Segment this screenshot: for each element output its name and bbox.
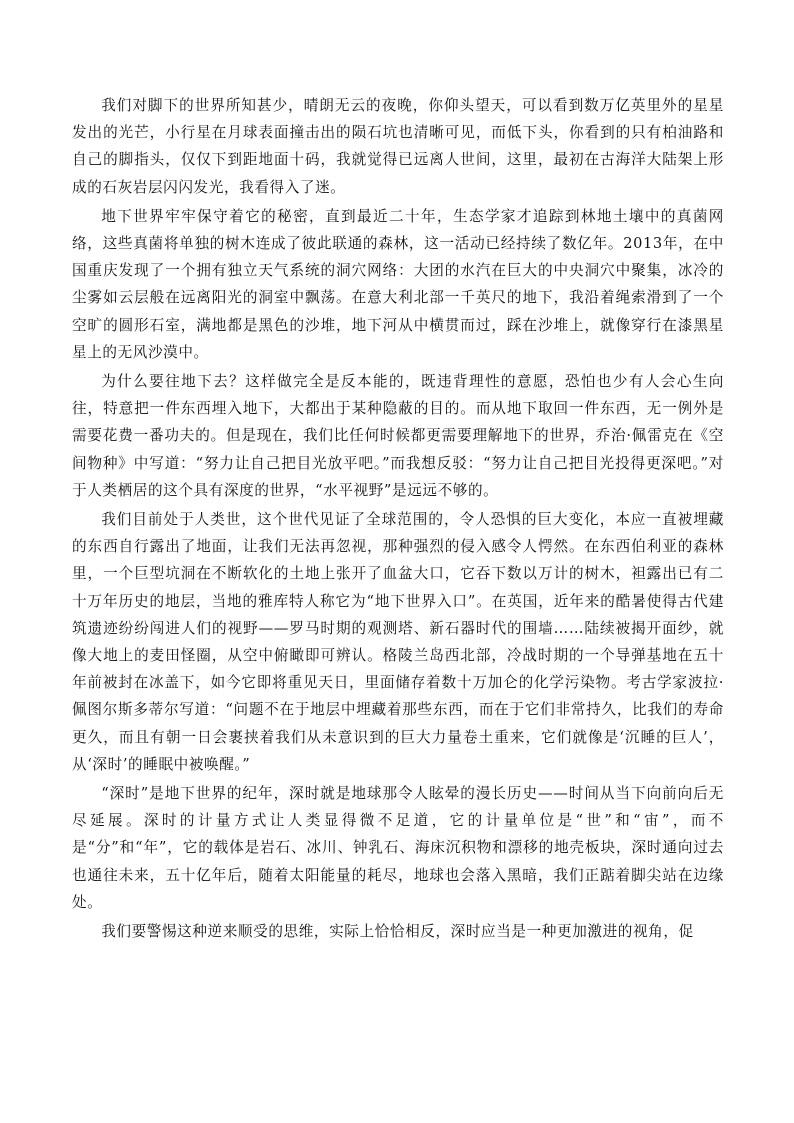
article-body — [72, 92, 724, 947]
paragraph-1: 我们对脚下的世界所知甚少，晴朗无云的夜晚，你仰头望天，可以看到数万亿英里外的星星发出的光芒，小行星在月球表面撞击出的陨石坑也清晰可见，而低下头，你看到的只有柏油路和自己的脚指头，仅仅下到距地面十码，我就觉得已远离人世间，这里，最初在古海洋大陆架上形成的石灰岩层闪闪发光，我看得入了迷。 — [72, 97, 724, 196]
paragraph-5: “深时”是地下世界的纪年，深时就是地球那令人眩晕的漫长历史——时间从当下向前向后无尽延展。深时的计量方式让人类显得微不足道，它的计量单位是“世”和“宙”，而不是“分”和“年”，它的载体是岩石、冰川、钟乳石、海床沉积物和漂移的地壳板块，深时通向过去也通往未来，五十亿年后，随着太阳能量的耗尽，地球也会落入黑暗，我们正踮着脚尖站在边缘处。 — [72, 785, 724, 911]
paragraph-6: 我们要警惕这种逆来顺受的思维，实际上恰恰相反，深时应当是一种更加激进的视角，促 — [101, 923, 694, 941]
paragraph-4: 我们目前处于人类世，这个世代见证了全球范围的，令人恐惧的巨大变化，本应一直被埋藏的东西自行露出了地面，让我们无法再忽视，那种强烈的侵入感令人愕然。在东西伯利亚的森林里，一个巨型坑洞在不断软化的土地上张开了血盆大口，它吞下数以万计的树木，袒露出已有二十万年历史的地层，当地的雅库特人称它为“地下世界入口”。在英国，近年来的酷暑使得古代建筑遗迹纷纷闯进人们的视野——罗马时期的观测塔、新石器时代的围墙……陆续被揭开面纱，就像大地上的麦田怪圈，从空中俯瞰即可辨认。格陵兰岛西北部，冷战时期的一个导弹基地在五十年前被封在冰盖下，如今它即将重见天日，里面储存着数十万加仑的化学污染物。考古学家波拉·佩图尔斯多蒂尔写道：“问题不在于地层中埋藏着那些东西，而在于它们非常持久，比我们的寿命更久，而且有朝一日会裹挟着我们从未意识到的巨大力量卷土重来，它们就像是‘沉睡的巨人’，从‘深时’的睡眠中被唤醒。” — [72, 511, 724, 773]
paragraph-2: 地下世界牢牢保守着它的秘密，直到最近二十年，生态学家才追踪到林地土壤中的真菌网络，这些真菌将单独的树木连成了彼此联通的森林，这一活动已经持续了数亿年。2013年，在中国重庆发现了一个拥有独立天气系统的洞穴网络：大团的水汽在巨大的中央洞穴中聚集，冰冷的尘雾如云层般在远离阳光的洞室中飘荡。在意大利北部一千英尺的地下，我沿着绳索滑到了一个空旷的圆形石室，满地都是黑色的沙堆，地下河从中横贯而过，踩在沙堆上，就像穿行在漆黑星星上的无风沙漠中。 — [72, 207, 724, 361]
paragraph-3: 为什么要往地下去？这样做完全是反本能的，既违背理性的意愿，恐怕也少有人会心生向往，特意把一件东西埋入地下，大都出于某种隐蔽的目的。而从地下取回一件东西，无一例外是需要花费一番功夫的。但是现在，我们比任何时候都更需要理解地下的世界，乔治·佩雷克在《空间物种》中写道：“努力让自己把目光放平吧。”而我想反驳：“努力让自己把目光投得更深吧。”对于人类栖居的这个具有深度的世界，“水平视野”是远远不够的。 — [72, 373, 724, 499]
